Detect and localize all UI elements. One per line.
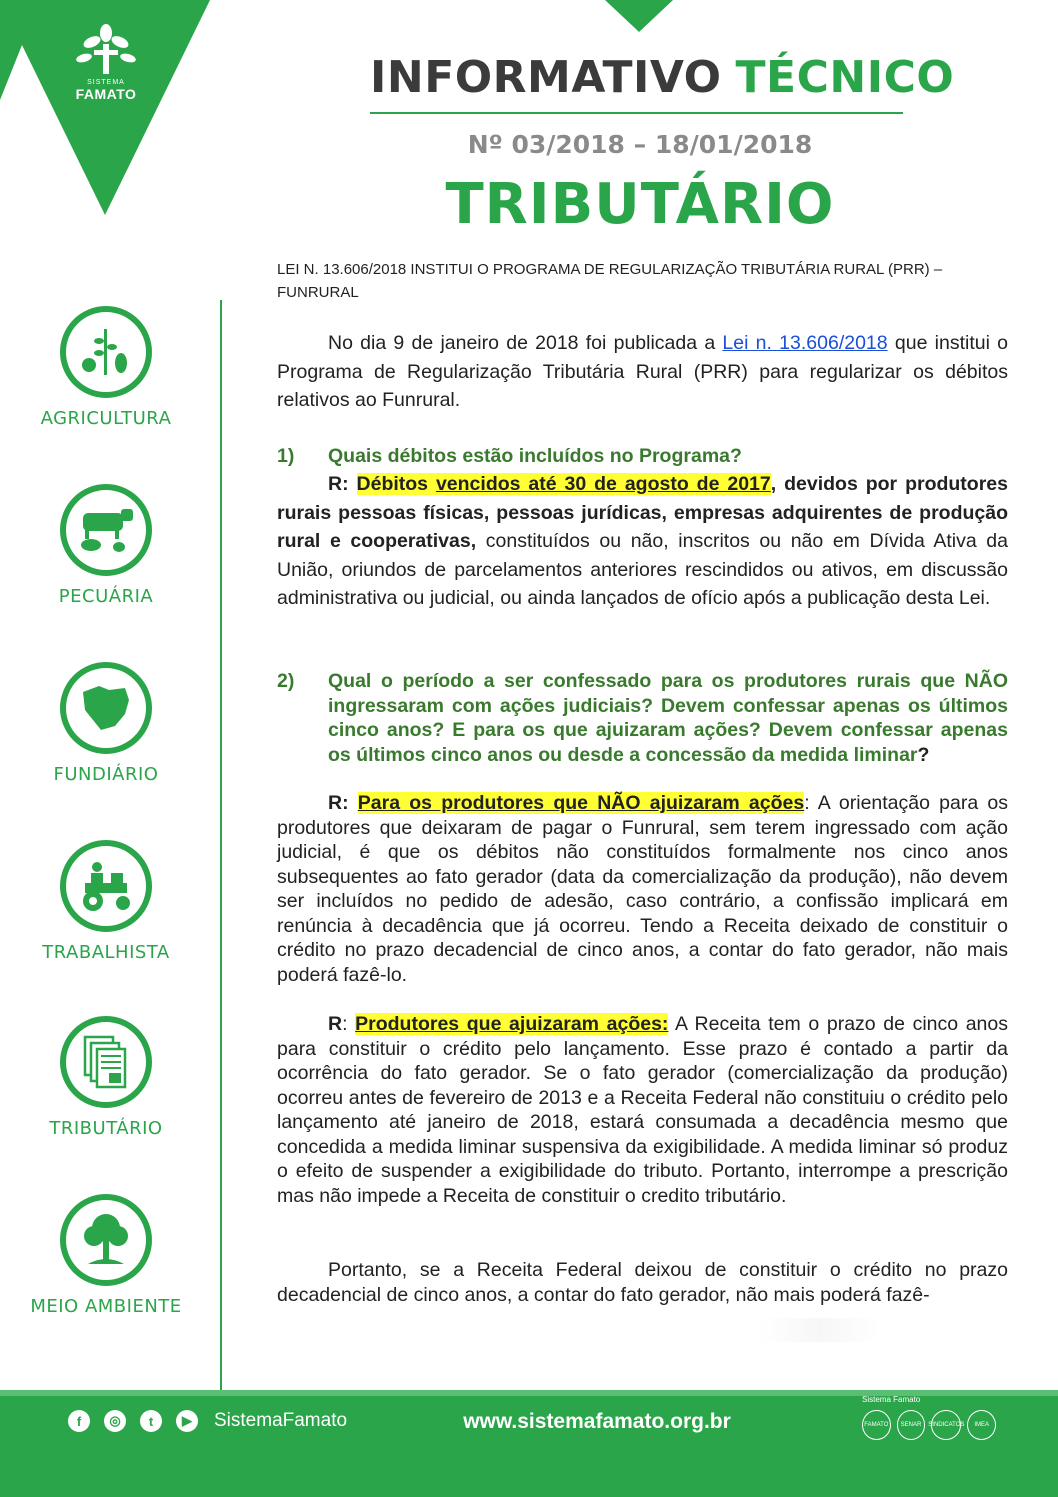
question-number: 1) [277, 445, 295, 467]
sidebar-label: TRABALHISTA [42, 942, 170, 963]
answer-rest: constituídos ou não, inscritos ou não em Dívida Ativa da União, oriundos de parcelamentos anteriores rescindidos ou ativos, em discussão administrativa ou judicial, ou ainda lançados de ofício após a publicação desta Lei. [277, 530, 1008, 609]
livestock-icon [60, 484, 152, 576]
intro-text-a: No dia 9 de janeiro de 2018 foi publicada a [328, 332, 723, 354]
question-mark: ? [917, 743, 930, 766]
sidebar-item-fundiario [22, 662, 190, 785]
title-word-1: INFORMATIVO [370, 52, 722, 103]
final-text: Portanto, se a Receita Federal deixou de constituir o crédito no prazo decadencial de cinco anos, a contar do fato gerador, não mais poderá fazê- [277, 1259, 1008, 1306]
question-text: Qual o período a ser confessado para os produtores rurais que NÃO ingressaram com ações judiciais? Devem confessar apenas os últimos cinco anos? E para os que ajuizaram ações? Devem confessar apenas os últimos cinco anos ou desde a concessão da medida liminar [328, 670, 1008, 766]
facebook-icon[interactable]: f [68, 1410, 90, 1432]
partner-senar-logo: SENAR [897, 1410, 926, 1440]
title-word-2: TÉCNICO [735, 52, 955, 103]
twitter-icon[interactable]: t [140, 1410, 162, 1432]
answer-1 [277, 470, 1008, 613]
social-links [68, 1410, 347, 1432]
issue-number-date: Nº 03/2018 – 18/01/2018 [467, 130, 813, 159]
partner-sindicatos-logo: SINDICATOS [931, 1410, 961, 1440]
sidebar-item-tributario [22, 1016, 190, 1139]
documents-icon [60, 1016, 152, 1108]
tractor-icon [60, 840, 152, 932]
law-link[interactable]: Lei n. 13.606/2018 [722, 332, 888, 354]
scan-smudge [760, 1318, 880, 1342]
partner-imea-logo: IMEA [967, 1410, 996, 1440]
youtube-icon[interactable]: ▶ [176, 1410, 198, 1432]
agriculture-icon [60, 306, 152, 398]
logo-sub: SISTEMA [87, 79, 125, 86]
highlight-debitos: Débitos [356, 473, 436, 495]
instagram-icon[interactable]: ◎ [104, 1410, 126, 1432]
sidebar-item-agricultura [22, 306, 190, 429]
law-title: LEI N. 13.606/2018 INSTITUI O PROGRAMA DE REGULARIZAÇÃO TRIBUTÁRIA RURAL (PRR) – FUNRURAL [277, 261, 943, 301]
answer-label: R [328, 1013, 343, 1035]
question-number: 2) [277, 670, 295, 692]
answer-colon: : [804, 792, 810, 814]
sidebar-label: PECUÁRIA [58, 586, 154, 607]
answer-label: R: [328, 473, 357, 495]
highlight-ajuizaram: Produtores que ajuizaram ações: [355, 1013, 669, 1035]
category-title: TRIBUTÁRIO [445, 172, 835, 237]
partners-label: Sistema Famato [862, 1395, 921, 1404]
final-paragraph [277, 1258, 1008, 1307]
partner-logos [862, 1395, 1002, 1440]
answer-2 [277, 791, 1008, 987]
sidebar-label: AGRICULTURA [40, 408, 172, 429]
answer-bold: , devidos por produtores rurais pessoas físicas, pessoas jurídicas, empresas adquirentes de produção rural e cooperativas, [277, 473, 1008, 552]
sidebar-label: FUNDIÁRIO [53, 764, 159, 785]
sidebar-item-pecuaria [22, 484, 190, 607]
famato-logo [58, 24, 154, 102]
answer-colon: : [342, 1013, 356, 1035]
logo-name: FAMATO [75, 86, 137, 102]
sidebar-label: TRIBUTÁRIO [49, 1118, 163, 1139]
page-title [370, 52, 955, 103]
sidebar-item-meio-ambiente [22, 1194, 190, 1317]
social-handle: SistemaFamato [214, 1410, 348, 1431]
answer-3 [277, 1012, 1008, 1208]
leaf-logo-icon [74, 24, 138, 76]
question-1 [277, 444, 1008, 469]
header-divider [370, 112, 903, 114]
question-2 [277, 669, 1008, 767]
sidebar-divider [220, 300, 222, 1395]
intro-paragraph [277, 329, 1008, 415]
highlight-date: vencidos até 30 de agosto de 2017 [435, 473, 771, 495]
question-text: Quais débitos estão incluídos no Programa? [328, 445, 742, 467]
sidebar-item-trabalhista [22, 840, 190, 963]
intro-text-b: que institui o Programa de Regularização Tributária Rural (PRR) para regularizar os débitos relativos ao Funrural. [277, 332, 1009, 411]
answer-label: R: [328, 792, 358, 814]
tree-icon [60, 1194, 152, 1286]
answer-rest: A Receita tem o prazo de cinco anos para constituir o crédito pelo lançamento. Esse prazo é contado a partir da ocorrência do fato gerador. Se o fato gerador (comercialização da produção) ocorreu antes de fevereiro de 2013 e a Receita Federal não constituiu o crédito pelo lançamento até janeiro de 2018, estará consumada a decadência mesmo que concedida a medida liminar suspensiva da exigibilidade. A medida liminar só produz o efeito de suspender a exigibilidade do tributo. Portanto, interrompe a prescrição mas não impede a Receita de constituir o credito tributário. [277, 1013, 1008, 1207]
answer-rest: A orientação para os produtores que deixaram de pagar o Funrural, sem terem ingressado com ação judicial, é que os débitos não constituídos formalmente nos cinco anos subsequentes ao fato gerador (data da comercialização da produção), não devem ser incluídos no pedido de adesão, caso contrário, a confissão implicará em renúncia à decadência que já ocorreu. Tendo a Receita deixado de constituir o crédito no prazo decadencial de cinco anos, a contar do fato gerador, não mais poderá fazê-lo. [277, 792, 1008, 986]
sidebar-label: MEIO AMBIENTE [30, 1296, 182, 1317]
website-url[interactable]: www.sistemafamato.org.br [463, 1410, 731, 1433]
highlight-nao-ajuizaram: Para os produtores que NÃO ajuizaram ações [357, 792, 805, 814]
partner-famato-logo: FAMATO [862, 1410, 891, 1440]
land-map-icon [60, 662, 152, 754]
